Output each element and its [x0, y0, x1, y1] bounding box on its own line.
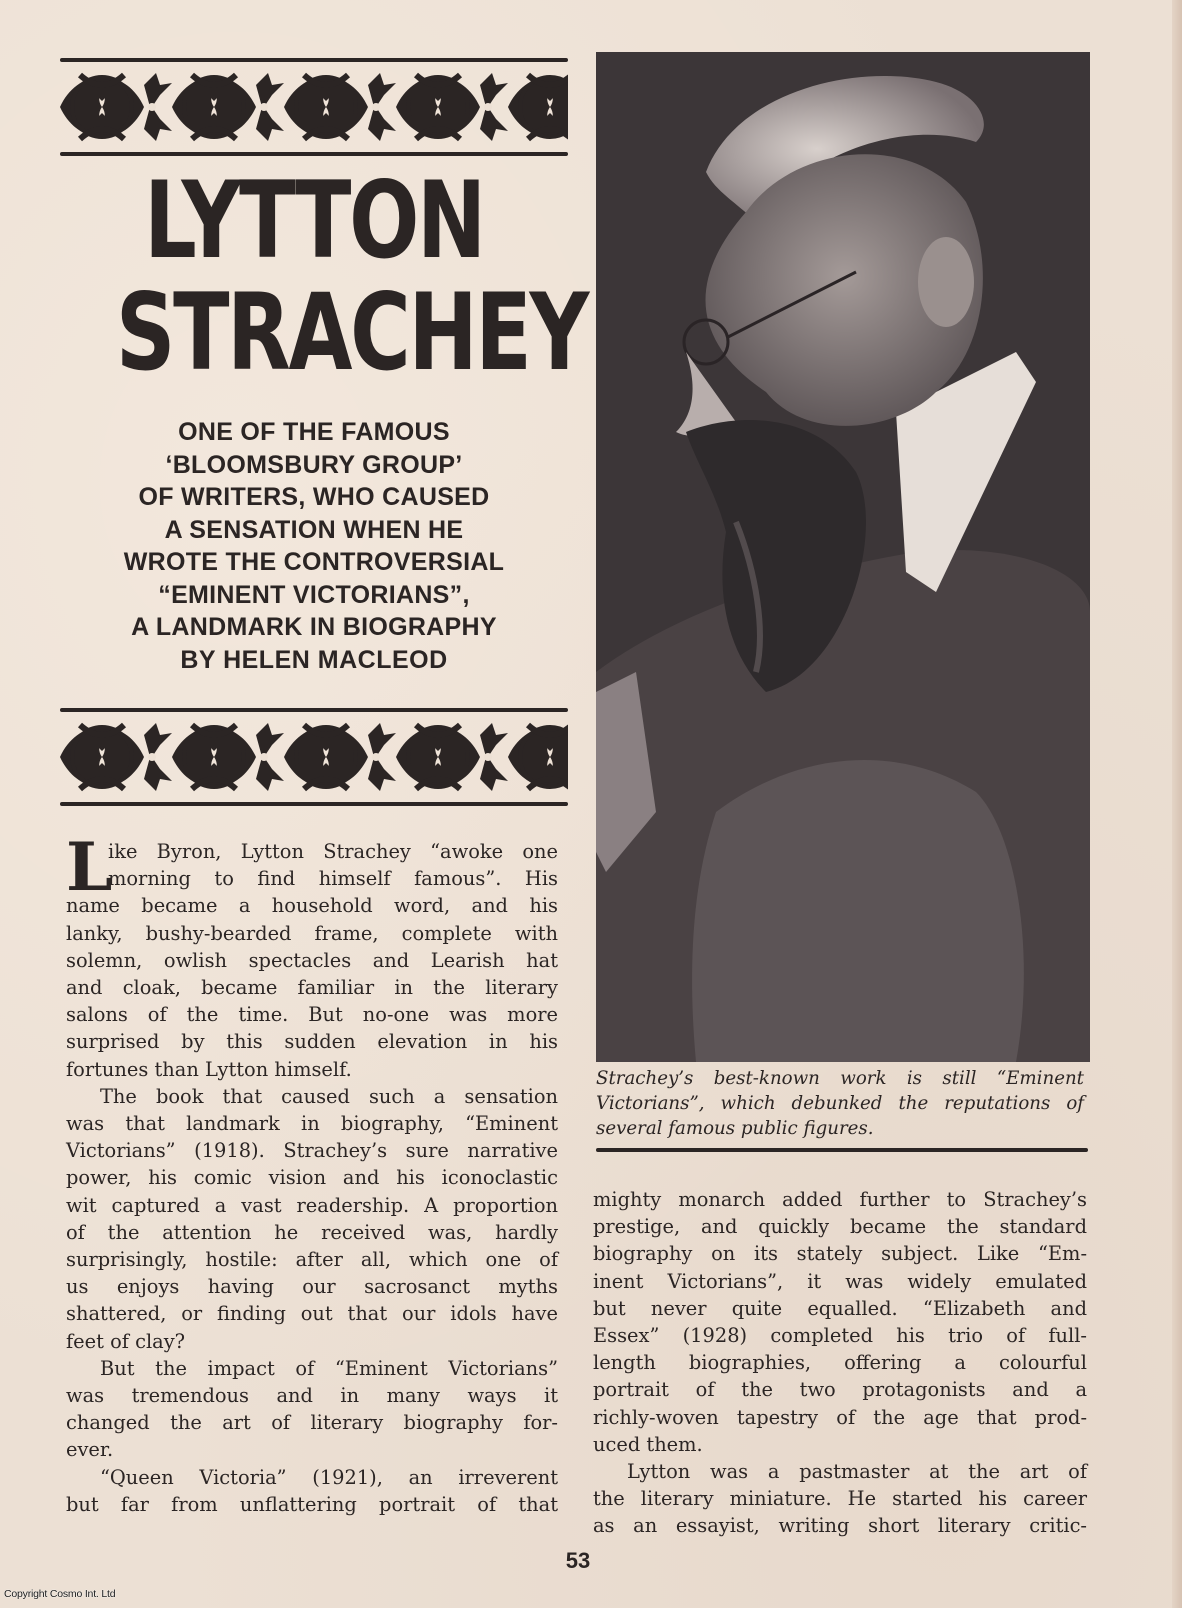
- body-line: portrait of the two protagonists and a: [593, 1378, 1087, 1402]
- title-line-2: STRACHEY: [115, 271, 587, 394]
- body-line: morning to find himself famous”. His: [108, 867, 558, 891]
- body-line: and cloak, became familiar in the literary: [66, 976, 558, 1000]
- caption-line: Victorians”, which debunked the reputations of: [596, 1093, 1084, 1114]
- body-column-right: [593, 1186, 1087, 1540]
- page-edge: [1172, 0, 1182, 1608]
- standfirst-line: A LANDMARK IN BIOGRAPHY: [131, 613, 497, 641]
- ornamental-border-bottom: [60, 708, 568, 806]
- body-line: wit captured a vast readership. A proportion: [66, 1193, 558, 1217]
- byline: BY HELEN MACLEOD: [180, 646, 448, 674]
- rule-line: [60, 58, 568, 62]
- body-line: but never quite equalled. “Elizabeth and: [593, 1296, 1087, 1320]
- rule-line: [60, 802, 568, 806]
- body-line: as an essayist, writing short literary critic-: [593, 1514, 1087, 1538]
- body-line: uced them.: [593, 1432, 703, 1456]
- caption-rule: [596, 1148, 1088, 1152]
- body-line: the literary miniature. He started his career: [593, 1487, 1087, 1511]
- standfirst: [60, 416, 568, 644]
- portrait-photo: [596, 52, 1090, 1062]
- body-line: richly-woven tapestry of the age that prod-: [593, 1405, 1087, 1429]
- rule-line: [60, 152, 568, 156]
- rule-line: [60, 708, 568, 712]
- fleur-de-lis-ornament-icon: [60, 715, 568, 799]
- body-line: shattered, or finding out that our idols have: [66, 1302, 558, 1326]
- body-line: us enjoys having our sacrosanct myths: [66, 1275, 558, 1299]
- standfirst-line: “EMINENT VICTORIANS”,: [158, 580, 470, 609]
- dropcap: L: [66, 828, 113, 906]
- body-line: surprisingly, hostile: after all, which one of: [66, 1248, 558, 1272]
- body-line: mighty monarch added further to Strachey’s: [593, 1188, 1087, 1211]
- body-line: but far from unflattering portrait of that: [66, 1492, 558, 1516]
- body-line: was that landmark in biography, “Eminent: [66, 1112, 558, 1136]
- body-line: power, his comic vision and his iconoclastic: [66, 1166, 558, 1190]
- ornamental-border-top: [60, 58, 568, 156]
- body-line: ike Byron, Lytton Strachey “awoke one: [108, 840, 558, 863]
- standfirst-line: OF WRITERS, WHO CAUSED: [138, 483, 490, 511]
- standfirst-line: ‘BLOOMSBURY GROUP’: [165, 450, 463, 479]
- body-line: But the impact of “Eminent Victorians”: [100, 1356, 558, 1380]
- body-line: name became a household word, and his: [66, 894, 558, 918]
- body-line: ever.: [66, 1438, 114, 1462]
- body-line: Victorians” (1918). Strachey’s sure narrative: [66, 1139, 558, 1163]
- body-line: changed the art of literary biography for-: [66, 1411, 558, 1435]
- photo-caption: [596, 1066, 1084, 1141]
- copyright-notice: Copyright Cosmo Int. Ltd: [4, 1588, 116, 1600]
- standfirst-line: A SENSATION WHEN HE: [164, 515, 464, 544]
- title-line-1: LYTTON: [144, 159, 484, 282]
- fleur-de-lis-ornament-icon: [60, 65, 568, 149]
- standfirst-line: ONE OF THE FAMOUS: [178, 418, 450, 446]
- body-line: inent Victorians”, it was widely emulated: [593, 1269, 1087, 1293]
- body-line: was tremendous and in many ways it: [66, 1384, 558, 1408]
- body-line: lanky, bushy-bearded frame, complete with: [66, 921, 558, 945]
- body-line: feet of clay?: [66, 1329, 186, 1353]
- body-line: solemn, owlish spectacles and Learish hat: [66, 948, 558, 972]
- page-number: 53: [565, 1548, 591, 1573]
- body-line: “Queen Victoria” (1921), an irreverent: [100, 1465, 558, 1489]
- body-line: biography on its stately subject. Like “Em-: [593, 1242, 1087, 1266]
- body-line: Essex” (1928) completed his trio of full-: [593, 1324, 1087, 1348]
- body-line: surprised by this sudden elevation in his: [66, 1030, 558, 1054]
- portrait-image-icon: [596, 52, 1090, 1062]
- body-line: salons of the time. But no-one was more: [66, 1003, 558, 1027]
- body-line: fortunes than Lytton himself.: [66, 1057, 352, 1081]
- caption-line: several famous public figures.: [596, 1118, 874, 1139]
- body-line: Lytton was a pastmaster at the art of: [627, 1460, 1087, 1484]
- body-line: The book that caused such a sensation: [100, 1084, 558, 1108]
- caption-line: Strachey’s best-known work is still “Eminent: [596, 1068, 1084, 1089]
- standfirst-line: WROTE THE CONTROVERSIAL: [123, 548, 505, 576]
- body-column-left: [66, 828, 558, 1518]
- body-line: prestige, and quickly became the standard: [593, 1215, 1087, 1239]
- dropcap-paragraph: [66, 828, 558, 1518]
- body-line: length biographies, offering a colourful: [593, 1351, 1087, 1375]
- body-line: of the attention he received was, hardly: [66, 1220, 558, 1244]
